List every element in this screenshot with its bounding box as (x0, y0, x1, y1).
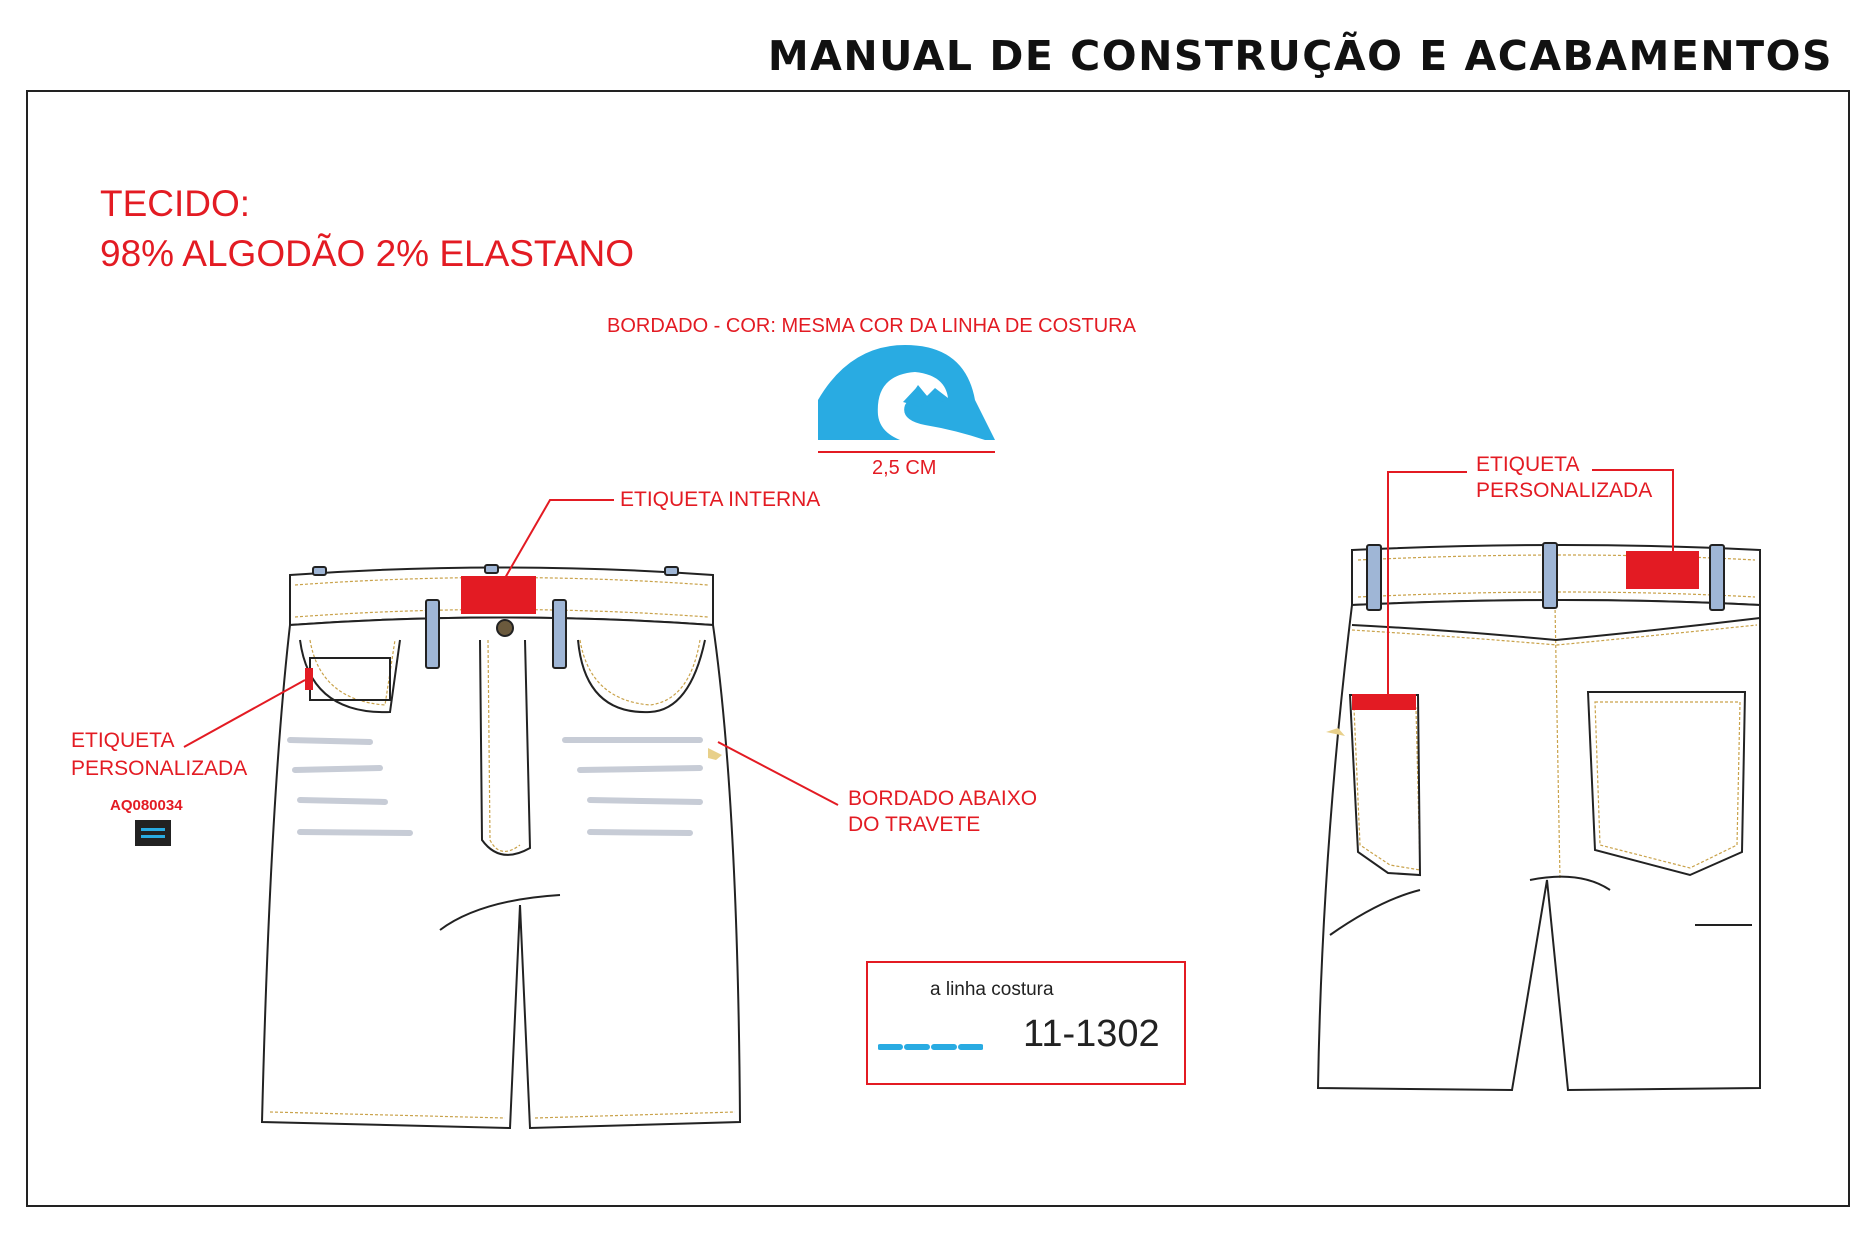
back-shorts-drawing (1318, 543, 1760, 1090)
front-custom-label-annotation-line1: ETIQUETA (71, 729, 175, 752)
embroidery-color-note: BORDADO - COR: MESMA COR DA LINHA DE COSTURA (607, 315, 1136, 337)
internal-label-annotation: ETIQUETA INTERNA (620, 488, 821, 511)
front-shorts-drawing (262, 565, 740, 1128)
quiksilver-logo-icon (818, 345, 995, 452)
fabric-composition: 98% ALGODÃO 2% ELASTANO (100, 233, 634, 274)
logo-size-label: 2,5 CM (872, 457, 937, 479)
dashed-stitch-sample-icon (878, 1043, 983, 1051)
front-custom-label-annotation-line2: PERSONALIZADA (71, 757, 248, 780)
thread-color-code: 11-1302 (1023, 1013, 1160, 1055)
custom-label-swatch (135, 820, 171, 846)
back-custom-label-annotation-line1: ETIQUETA (1476, 453, 1580, 476)
back-custom-label-annotation-line2: PERSONALIZADA (1476, 479, 1653, 502)
document-title: MANUAL DE CONSTRUÇÃO E ACABAMENTOS (767, 32, 1833, 80)
thread-color-legend (866, 961, 1186, 1085)
embroidery-below-annotation-line2: DO TRAVETE (848, 813, 981, 836)
legend-label: a linha costura (930, 979, 1054, 1000)
article-code: AQ080034 (110, 797, 183, 814)
embroidery-below-annotation-line1: BORDADO ABAIXO (848, 787, 1038, 810)
fabric-heading: TECIDO: (100, 183, 251, 224)
